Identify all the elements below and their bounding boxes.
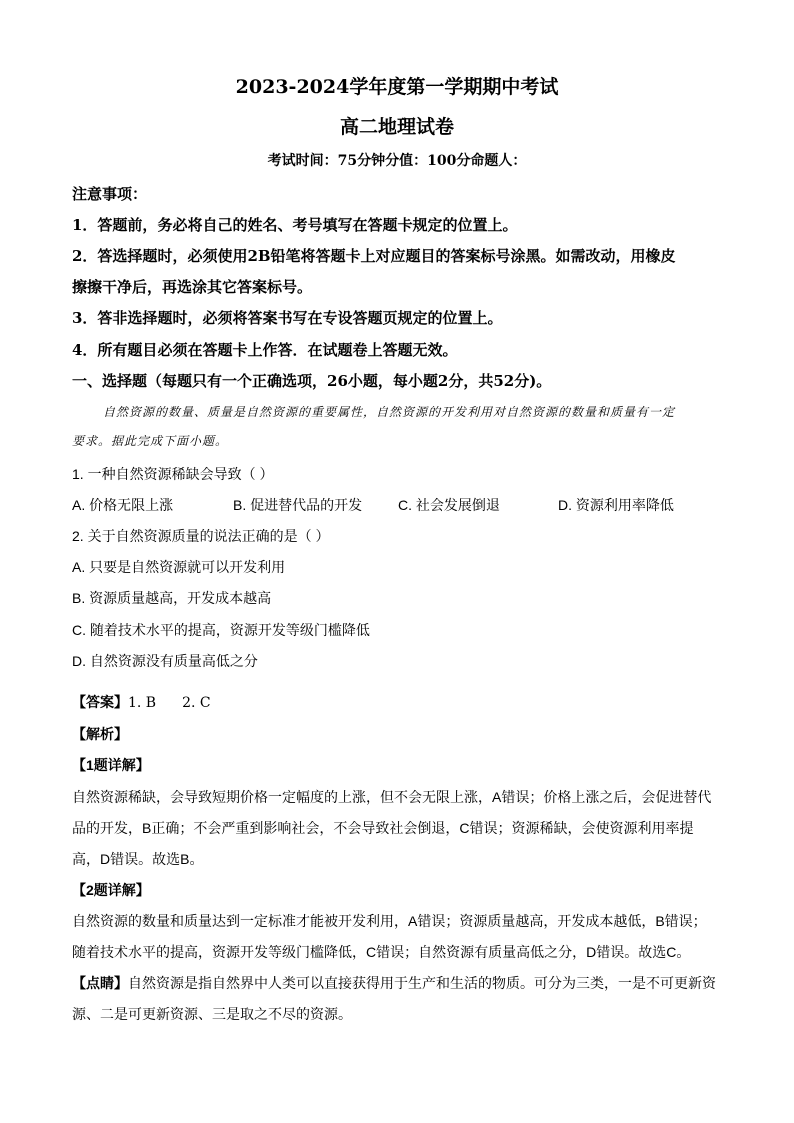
detail-2-line-2: 随着技术水平的提高，资源开发等级门槛降低，C错误；自然资源有质量高低之分，D错误。故选C。: [72, 944, 691, 960]
section-heading: 一、选择题（每题只有一个正确选项，26小题，每小题2分，共52分)。: [72, 372, 552, 390]
question-2-option-c: C. 随着技术水平的提高，资源开发等级门槛降低: [72, 622, 370, 638]
detail-1-line-1: 自然资源稀缺，会导致短期价格一定幅度的上涨，但不会无限上涨，A错误；价格上涨之后，会促进替代: [72, 789, 712, 805]
answer-1: 1. B: [128, 695, 157, 711]
question-1-stem: 1. 一种自然资源稀缺会导致（ ）: [72, 466, 274, 482]
detail-1-heading: 【1题详解】: [72, 757, 150, 773]
question-1-option-d: D. 资源利用率降低: [558, 497, 674, 513]
tip-text-1: 自然资源是指自然界中人类可以直接获得用于生产和生活的物质。可分为三类，一是不可更新资: [128, 975, 716, 991]
notice-heading: 注意事项：: [72, 185, 148, 203]
question-2-option-d: D. 自然资源没有质量高低之分: [72, 653, 258, 669]
detail-1-line-2: 品的开发，B正确；不会严重到影响社会，不会导致社会倒退，C错误；资源稀缺，会使资源利用率提: [72, 820, 694, 836]
notice-item-2-line-2: 擦擦干净后，再选涂其它答案标号。: [72, 278, 313, 296]
question-1-option-c: C. 社会发展倒退: [398, 497, 500, 513]
tip-line-2: 源、二是可更新资源、三是取之不尽的资源。: [72, 1006, 352, 1022]
question-2-option-b: B. 资源质量越高，开发成本越高: [72, 590, 272, 606]
question-2-option-a: A. 只要是自然资源就可以开发利用: [72, 559, 286, 575]
analysis-heading: 【解析】: [72, 726, 128, 742]
notice-item-2-line-1: 2．答选择题时，必须使用2B铅笔将答题卡上对应题目的答案标号涂黑。如需改动，用橡皮: [72, 247, 676, 265]
exam-title: 2023-2024学年度第一学期期中考试: [235, 76, 559, 98]
notice-item-3: 3．答非选择题时，必须将答案书写在专设答题页规定的位置上。: [72, 309, 503, 327]
notice-item-1: 1．答题前，务必将自己的姓名、考号填写在答题卡规定的位置上。: [72, 216, 518, 234]
detail-1-line-3: 高，D错误。故选B。: [72, 851, 204, 867]
exam-subtitle: 高二地理试卷: [339, 116, 454, 138]
material-line-2: 要求。据此完成下面小题。: [72, 434, 229, 448]
notice-item-4: 4．所有题目必须在答题卡上作答．在试题卷上答题无效。: [72, 341, 458, 359]
answer-line: [72, 692, 211, 712]
material-line-1: 自然资源的数量、质量是自然资源的重要属性，自然资源的开发利用对自然资源的数量和质量有一定: [103, 405, 676, 419]
detail-2-line-1: 自然资源的数量和质量达到一定标准才能被开发利用，A错误；资源质量越高，开发成本越低，B错误；: [72, 913, 707, 929]
answer-label: 【答案】: [72, 694, 128, 710]
question-1-option-a: A. 价格无限上涨: [72, 497, 174, 513]
tip-line-1: [72, 973, 716, 993]
tip-label: 【点睛】: [72, 975, 128, 991]
question-1-option-b: B. 促进替代品的开发: [233, 497, 363, 513]
answer-2: 2. C: [182, 695, 211, 711]
exam-info: 考试时间：75分钟分值：100分命题人：: [267, 153, 527, 169]
detail-2-heading: 【2题详解】: [72, 882, 150, 898]
question-2-stem: 2. 关于自然资源质量的说法正确的是（ ）: [72, 528, 330, 544]
